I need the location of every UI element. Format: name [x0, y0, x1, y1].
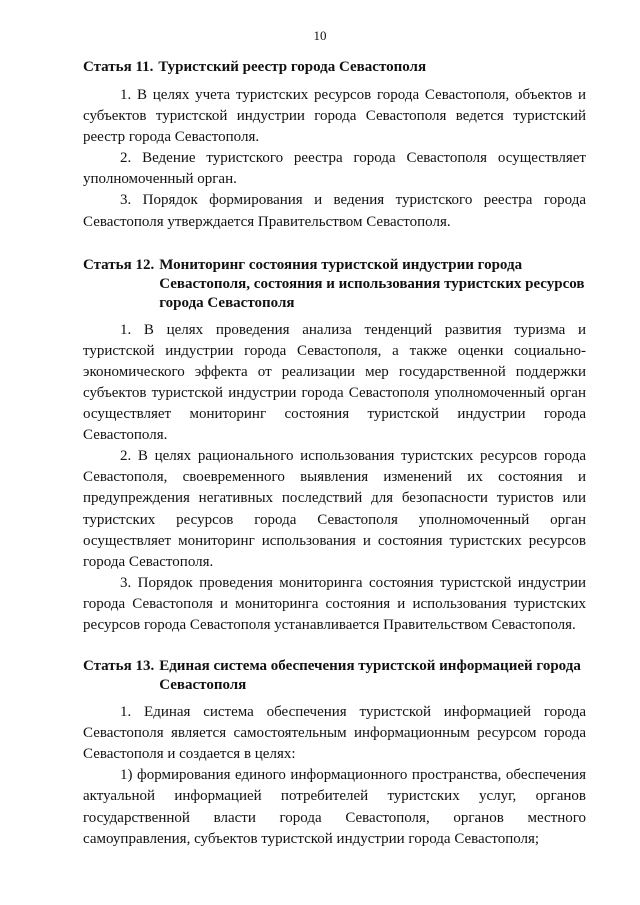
article-12-paragraph-1: 1. В целях проведения анализа тенденций развития туризма и туристской индустрии города Севастополя, а также оценки социально-экономического эффекта от реализации мер государственной поддержки субъектов туристской индустрии города Севастополя уполномоченный орган осуществляет мониторинг состояния туристской индустрии города Севастополя. [83, 321, 586, 444]
article-13-paragraph-2: 1) формирования единого информационного пространства, обеспечения актуальной информацией потребителей туристских услуг, органов государственной власти города Севастополя, органов местного самоуправления, субъектов туристской индустрии города Севастополя; [83, 767, 586, 847]
spacer [83, 636, 586, 657]
article-13-paragraph-1: 1. Единая система обеспечения туристской информацией города Севастополя является самостоятельным информационным ресурсом города Севастополя и создается в целях: [83, 704, 586, 763]
article-11-heading [83, 58, 586, 77]
article-13-title: Единая система обеспечения туристской информацией города Севастополя [159, 658, 581, 694]
article-12 [83, 256, 586, 636]
document-body [83, 58, 586, 850]
article-11-paragraph-2: 2. Ведение туристского реестра города Севастополя осуществляет уполномоченный орган. [83, 150, 586, 188]
article-11-paragraph-3: 3. Порядок формирования и ведения туристского реестра города Севастополя утверждается Правительством Севастополя. [83, 192, 586, 230]
article-11-number: Статья 11. [83, 59, 154, 75]
article-12-paragraph-3: 3. Порядок проведения мониторинга состояния туристской индустрии города Севастополя и мониторинга состояния и использования туристских ресурсов города Севастополя устанавливается Правительством Севастополя. [83, 574, 586, 633]
article-12-paragraph-2: 2. В целях рационального использования туристских ресурсов города Севастополя, своевременного выявления изменений их состояния и предупреждения негативных последствий для безопасности туристов или туристских ресурсов города Севастополя уполномоченный орган осуществляет мониторинг использования и состояния туристских ресурсов города Севастополя. [83, 448, 586, 570]
article-13-heading [83, 657, 586, 695]
article-11-paragraph-1: 1. В целях учета туристских ресурсов города Севастополя, объектов и субъектов туристской индустрии города Севастополя ведется туристский реестр города Севастополя. [83, 87, 586, 146]
article-13-number: Статья 13. [83, 658, 155, 675]
article-12-heading [83, 256, 586, 313]
article-13 [83, 657, 586, 850]
spacer [83, 233, 586, 256]
article-11-title: Туристский реестр города Севастополя [158, 59, 427, 75]
article-11 [83, 58, 586, 233]
article-12-title: Мониторинг состояния туристской индустрии города Севастополя, состояния и использования туристских ресурсов города Севастополя [159, 256, 585, 311]
page-number: 10 [313, 28, 327, 43]
article-12-number: Статья 12. [83, 256, 155, 273]
